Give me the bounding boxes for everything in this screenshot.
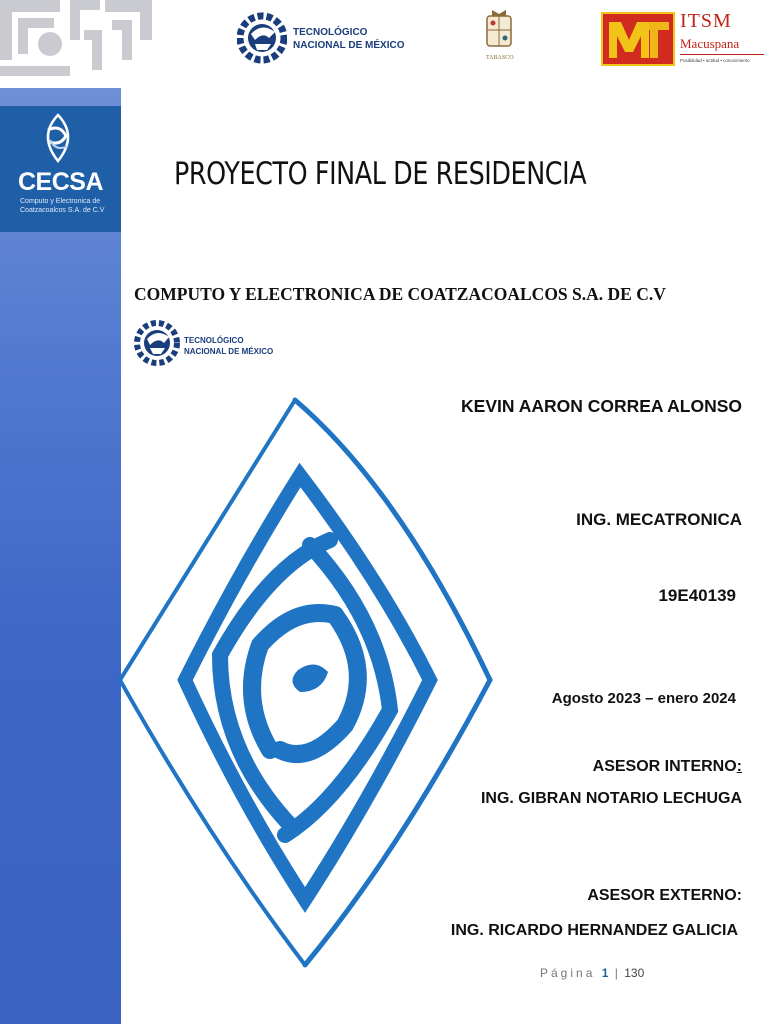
student-id: 19E40139	[658, 586, 736, 605]
cecsa-swirl-watermark-art	[100, 380, 520, 980]
cecsa-subtitle: Computo y Electronica de Coatzacoalcos S.A. de C.V	[20, 198, 105, 214]
tecnm-line1: TECNOLÓGICO	[293, 27, 368, 38]
tecnm-mid-line1: TECNOLÓGICO	[184, 336, 244, 345]
page-footer	[540, 966, 644, 980]
period: Agosto 2023 – enero 2024	[551, 690, 736, 707]
company-name: COMPUTO Y ELECTRONICA DE COATZACOALCOS S.A. DE C.V	[134, 284, 666, 304]
internal-advisor-heading	[593, 758, 742, 776]
career: ING. MECATRONICA	[576, 510, 742, 529]
tabasco-crest-icon	[484, 8, 514, 54]
cecsa-name: CECSA	[18, 168, 104, 196]
itsm-divider	[680, 54, 764, 55]
total-pages: 130	[624, 966, 645, 980]
internal-advisor-name: ING. GIBRAN NOTARIO LECHUGA	[480, 790, 742, 807]
tecnm-mid-line2: NACIONAL DE MÉXICO	[184, 347, 274, 356]
itsm-monogram-logo	[601, 12, 675, 66]
itsm-tagline: Posibilidad • actitud • conocimiento	[680, 58, 750, 63]
page-word: Página	[540, 966, 596, 980]
external-advisor-heading: ASESOR EXTERNO:	[587, 887, 742, 904]
page-separator: |	[614, 966, 618, 980]
page-number: 1	[601, 966, 609, 980]
tecnm-eagle-gear-logo	[237, 4, 287, 72]
tecnm-mid-logo-text	[184, 335, 273, 357]
aztec-decoration-art	[0, 0, 152, 76]
tecnm-top-logo-text	[293, 26, 405, 52]
student-name: KEVIN AARON CORREA ALONSO	[461, 396, 742, 416]
internal-advisor-colon: :	[736, 758, 742, 775]
internal-advisor-heading-text: ASESOR INTERNO	[592, 758, 737, 775]
itsm-mt-monogram-icon	[603, 14, 673, 64]
document-title: PROYECTO FINAL DE RESIDENCIA	[174, 156, 587, 192]
external-advisor-name: ING. RICARDO HERNANDEZ GALICIA	[450, 922, 738, 939]
cecsa-swirl-icon	[34, 112, 82, 164]
tecnm-line2: NACIONAL DE MÉXICO	[293, 40, 405, 51]
itsm-subtitle: Macuspana	[680, 36, 740, 51]
tabasco-label: TABASCO	[486, 55, 514, 61]
itsm-title: ITSM	[680, 10, 732, 32]
tecnm-mid-eagle-gear-logo	[134, 310, 180, 376]
